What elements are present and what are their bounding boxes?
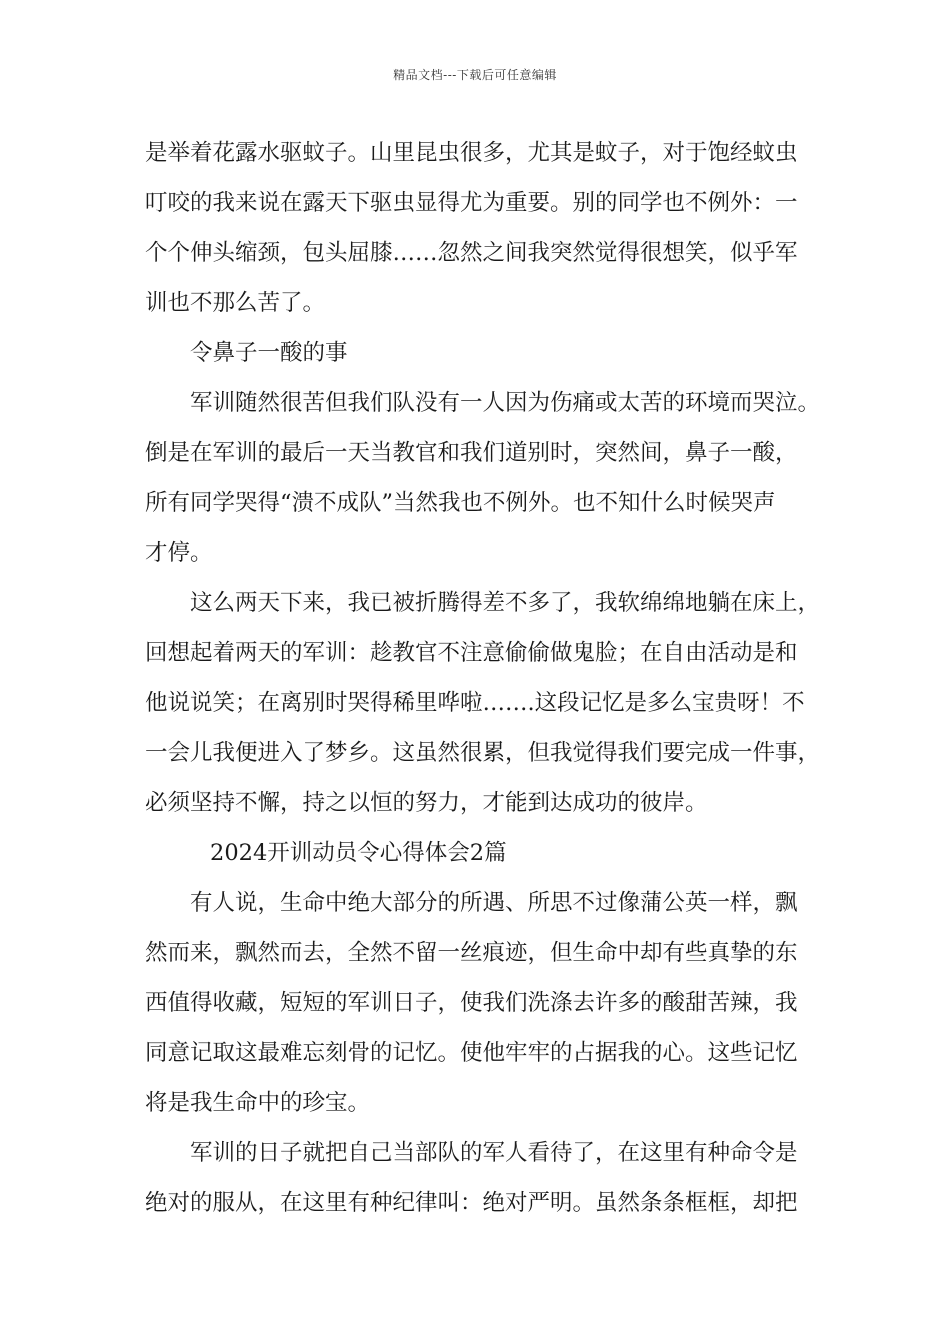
text-line: 回想起着两天的军训：趁教官不注意偷偷做鬼脸；在自由活动是和 — [145, 640, 798, 666]
text-line: 这么两天下来，我已被折腾得差不多了，我软绵绵地躺在床上， — [190, 590, 821, 616]
text-line: 个个伸头缩颈，包头屈膝……忽然之间我突然觉得很想笑，似乎军 — [145, 240, 798, 266]
text-line: 一会儿我便进入了梦乡。这虽然很累，但我觉得我们要完成一件事， — [145, 740, 821, 766]
text-line: 他说说笑；在离别时哭得稀里哗啦…….这段记忆是多么宝贵呀！不 — [145, 690, 805, 716]
text-line: 将是我生命中的珍宝。 — [145, 1090, 371, 1116]
text-line: 是举着花露水驱蚊子。山里昆虫很多，尤其是蚊子，对于饱经蚊虫 — [145, 140, 798, 166]
text-line: 才停。 — [145, 540, 213, 566]
text-line: 军训的日子就把自己当部队的军人看待了，在这里有种命令是 — [190, 1140, 798, 1166]
text-line: 有人说，生命中绝大部分的所遇、所思不过像蒲公英一样，飘 — [190, 890, 798, 916]
text-line: 军训随然很苦但我们队没有一人因为伤痛或太苦的环境而哭泣。 — [190, 390, 821, 416]
article-title: 2024开训动员令心得体会2篇 — [210, 840, 507, 866]
text-line: 然而来，飘然而去，全然不留一丝痕迹，但生命中却有些真挚的东 — [145, 940, 798, 966]
page-header: 精品文档---下载后可任意编辑 — [393, 68, 557, 82]
text-line: 叮咬的我来说在露天下驱虫显得尤为重要。别的同学也不例外：一 — [145, 190, 798, 216]
text-line: 绝对的服从，在这里有种纪律叫：绝对严明。虽然条条框框，却把 — [145, 1190, 798, 1216]
text-line: 训也不那么苦了。 — [145, 290, 326, 316]
text-line: 必须坚持不懈，持之以恒的努力，才能到达成功的彼岸。 — [145, 790, 708, 816]
text-line: 倒是在军训的最后一天当教官和我们道别时，突然间，鼻子一酸， — [145, 440, 798, 466]
text-line: 所有同学哭得“溃不成队”当然我也不例外。也不知什么时候哭声 — [145, 490, 776, 516]
section-heading: 令鼻子一酸的事 — [190, 340, 348, 366]
text-line: 同意记取这最难忘刻骨的记忆。使他牢牢的占据我的心。这些记忆 — [145, 1040, 798, 1066]
text-line: 西值得收藏，短短的军训日子，使我们洗涤去许多的酸甜苦辣，我 — [145, 990, 798, 1016]
document-body — [145, 128, 825, 1228]
